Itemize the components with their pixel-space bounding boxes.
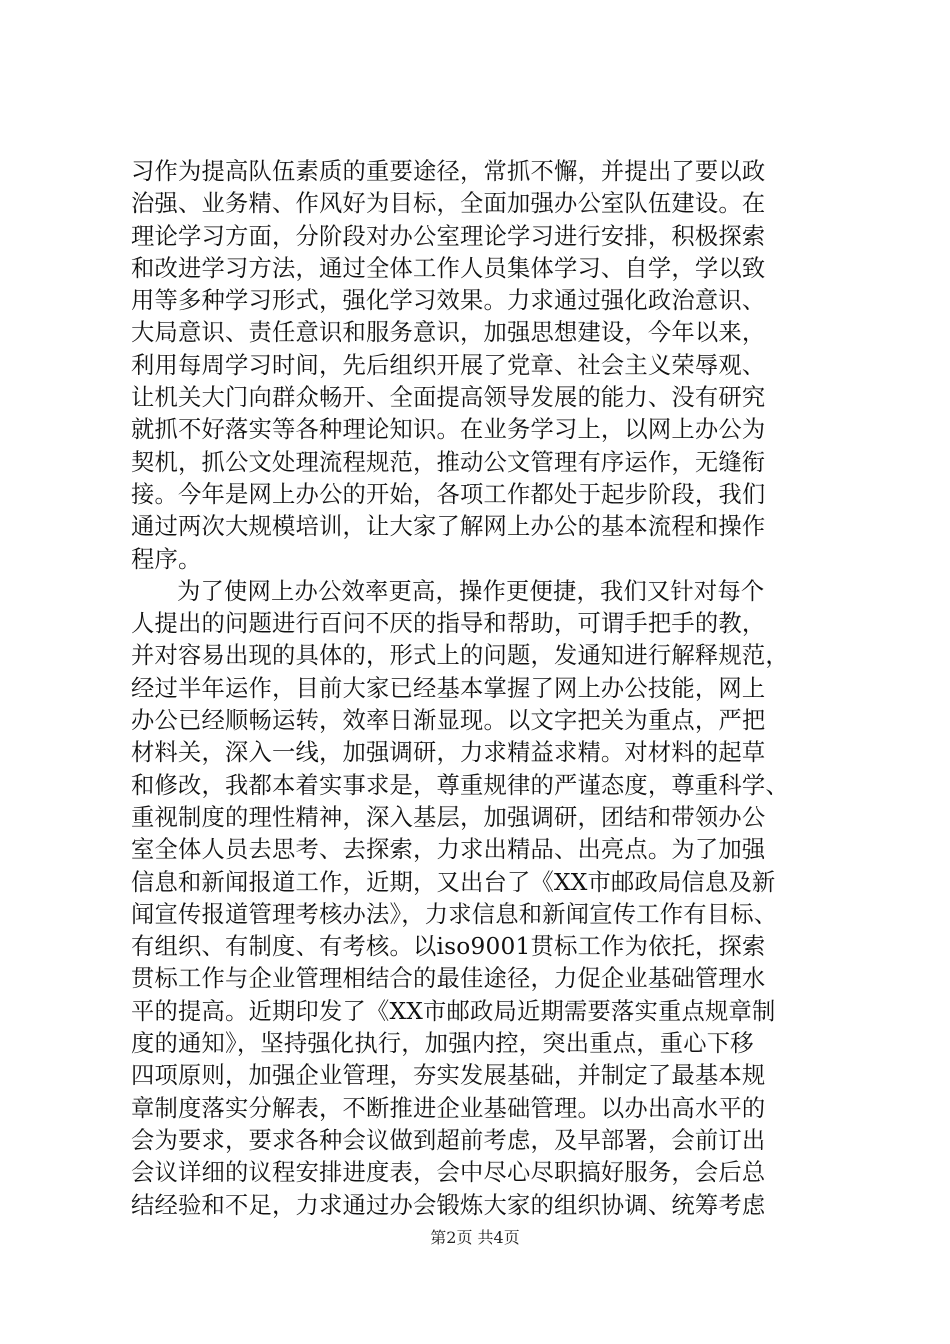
- text-line: 结经验和不足，力求通过办会锻炼大家的组织协调、统筹考虑: [131, 1191, 766, 1219]
- text-line: 有组织、有制度、有考核。以iso9001贯标工作为依托，探索: [131, 933, 766, 961]
- text-line: 会议详细的议程安排进度表，会中尽心尽职搞好服务，会后总: [131, 1159, 766, 1187]
- page-number-footer: 第2页 共4页: [430, 1228, 520, 1247]
- text-line: 材料关，深入一线，加强调研，力求精益求精。对材料的起草: [131, 739, 766, 767]
- text-line: 和改进学习方法，通过全体工作人员集体学习、自学，学以致: [131, 254, 766, 282]
- text-line: 平的提高。近期印发了《XX市邮政局近期需要落实重点规章制: [131, 997, 776, 1025]
- text-line: 大局意识、责任意识和服务意识，加强思想建设，今年以来，: [131, 319, 766, 347]
- text-line: 并对容易出现的具体的，形式上的问题，发通知进行解释规范，: [131, 642, 789, 670]
- text-line: 信息和新闻报道工作，近期，又出台了《XX市邮政局信息及新: [131, 868, 776, 896]
- document-body: [131, 156, 831, 1222]
- paragraph-first-line: 为了使网上办公效率更高，操作更便捷，我们又针对每个: [177, 577, 765, 605]
- text-line: 办公已经顺畅运转，效率日渐显现。以文字把关为重点，严把: [131, 707, 766, 735]
- text-line: 室全体人员去思考、去探索，力求出精品、出亮点。为了加强: [131, 836, 766, 864]
- text-line: 接。今年是网上办公的开始，各项工作都处于起步阶段，我们: [131, 480, 766, 508]
- text-line: 经过半年运作，目前大家已经基本掌握了网上办公技能，网上: [131, 674, 766, 702]
- text-line: 人提出的问题进行百问不厌的指导和帮助，可谓手把手的教，: [131, 610, 766, 638]
- text-line: 通过两次大规模培训，让大家了解网上办公的基本流程和操作: [131, 513, 766, 541]
- text-line: 契机，抓公文处理流程规范，推动公文管理有序运作，无缝衔: [131, 448, 766, 476]
- text-line: 就抓不好落实等各种理论知识。在业务学习上，以网上办公为: [131, 416, 766, 444]
- text-line: 会为要求，要求各种会议做到超前考虑，及早部署，会前订出: [131, 1126, 766, 1154]
- text-line: 利用每周学习时间，先后组织开展了党章、社会主义荣辱观、: [131, 351, 766, 379]
- text-line: 习作为提高队伍素质的重要途径，常抓不懈，并提出了要以政: [131, 158, 766, 185]
- text-line: 闻宣传报道管理考核办法》，力求信息和新闻宣传工作有目标、: [131, 900, 778, 928]
- text-line: 理论学习方面，分阶段对办公室理论学习进行安排，积极探索: [131, 222, 766, 250]
- text-line: 章制度落实分解表，不断推进企业基础管理。以办出高水平的: [131, 1094, 766, 1122]
- text-line: 贯标工作与企业管理相结合的最佳途径，力促企业基础管理水: [131, 965, 766, 993]
- text-line: 四项原则，加强企业管理，夯实发展基础，并制定了最基本规: [131, 1062, 766, 1090]
- text-line: 重视制度的理性精神，深入基层，加强调研，团结和带领办公: [131, 803, 766, 831]
- text-line: 治强、业务精、作风好为目标，全面加强办公室队伍建设。在: [131, 190, 766, 218]
- text-line: 程序。: [131, 545, 202, 573]
- text-line: 度的通知》，坚持强化执行，加强内控，突出重点，重心下移: [131, 1030, 754, 1058]
- text-line: 用等多种学习形式，强化学习效果。力求通过强化政治意识、: [131, 287, 766, 315]
- text-line: 和修改，我都本着实事求是，尊重规律的严谨态度，尊重科学、: [131, 771, 789, 799]
- text-line: 让机关大门向群众畅开、全面提高领导发展的能力、没有研究: [131, 384, 766, 412]
